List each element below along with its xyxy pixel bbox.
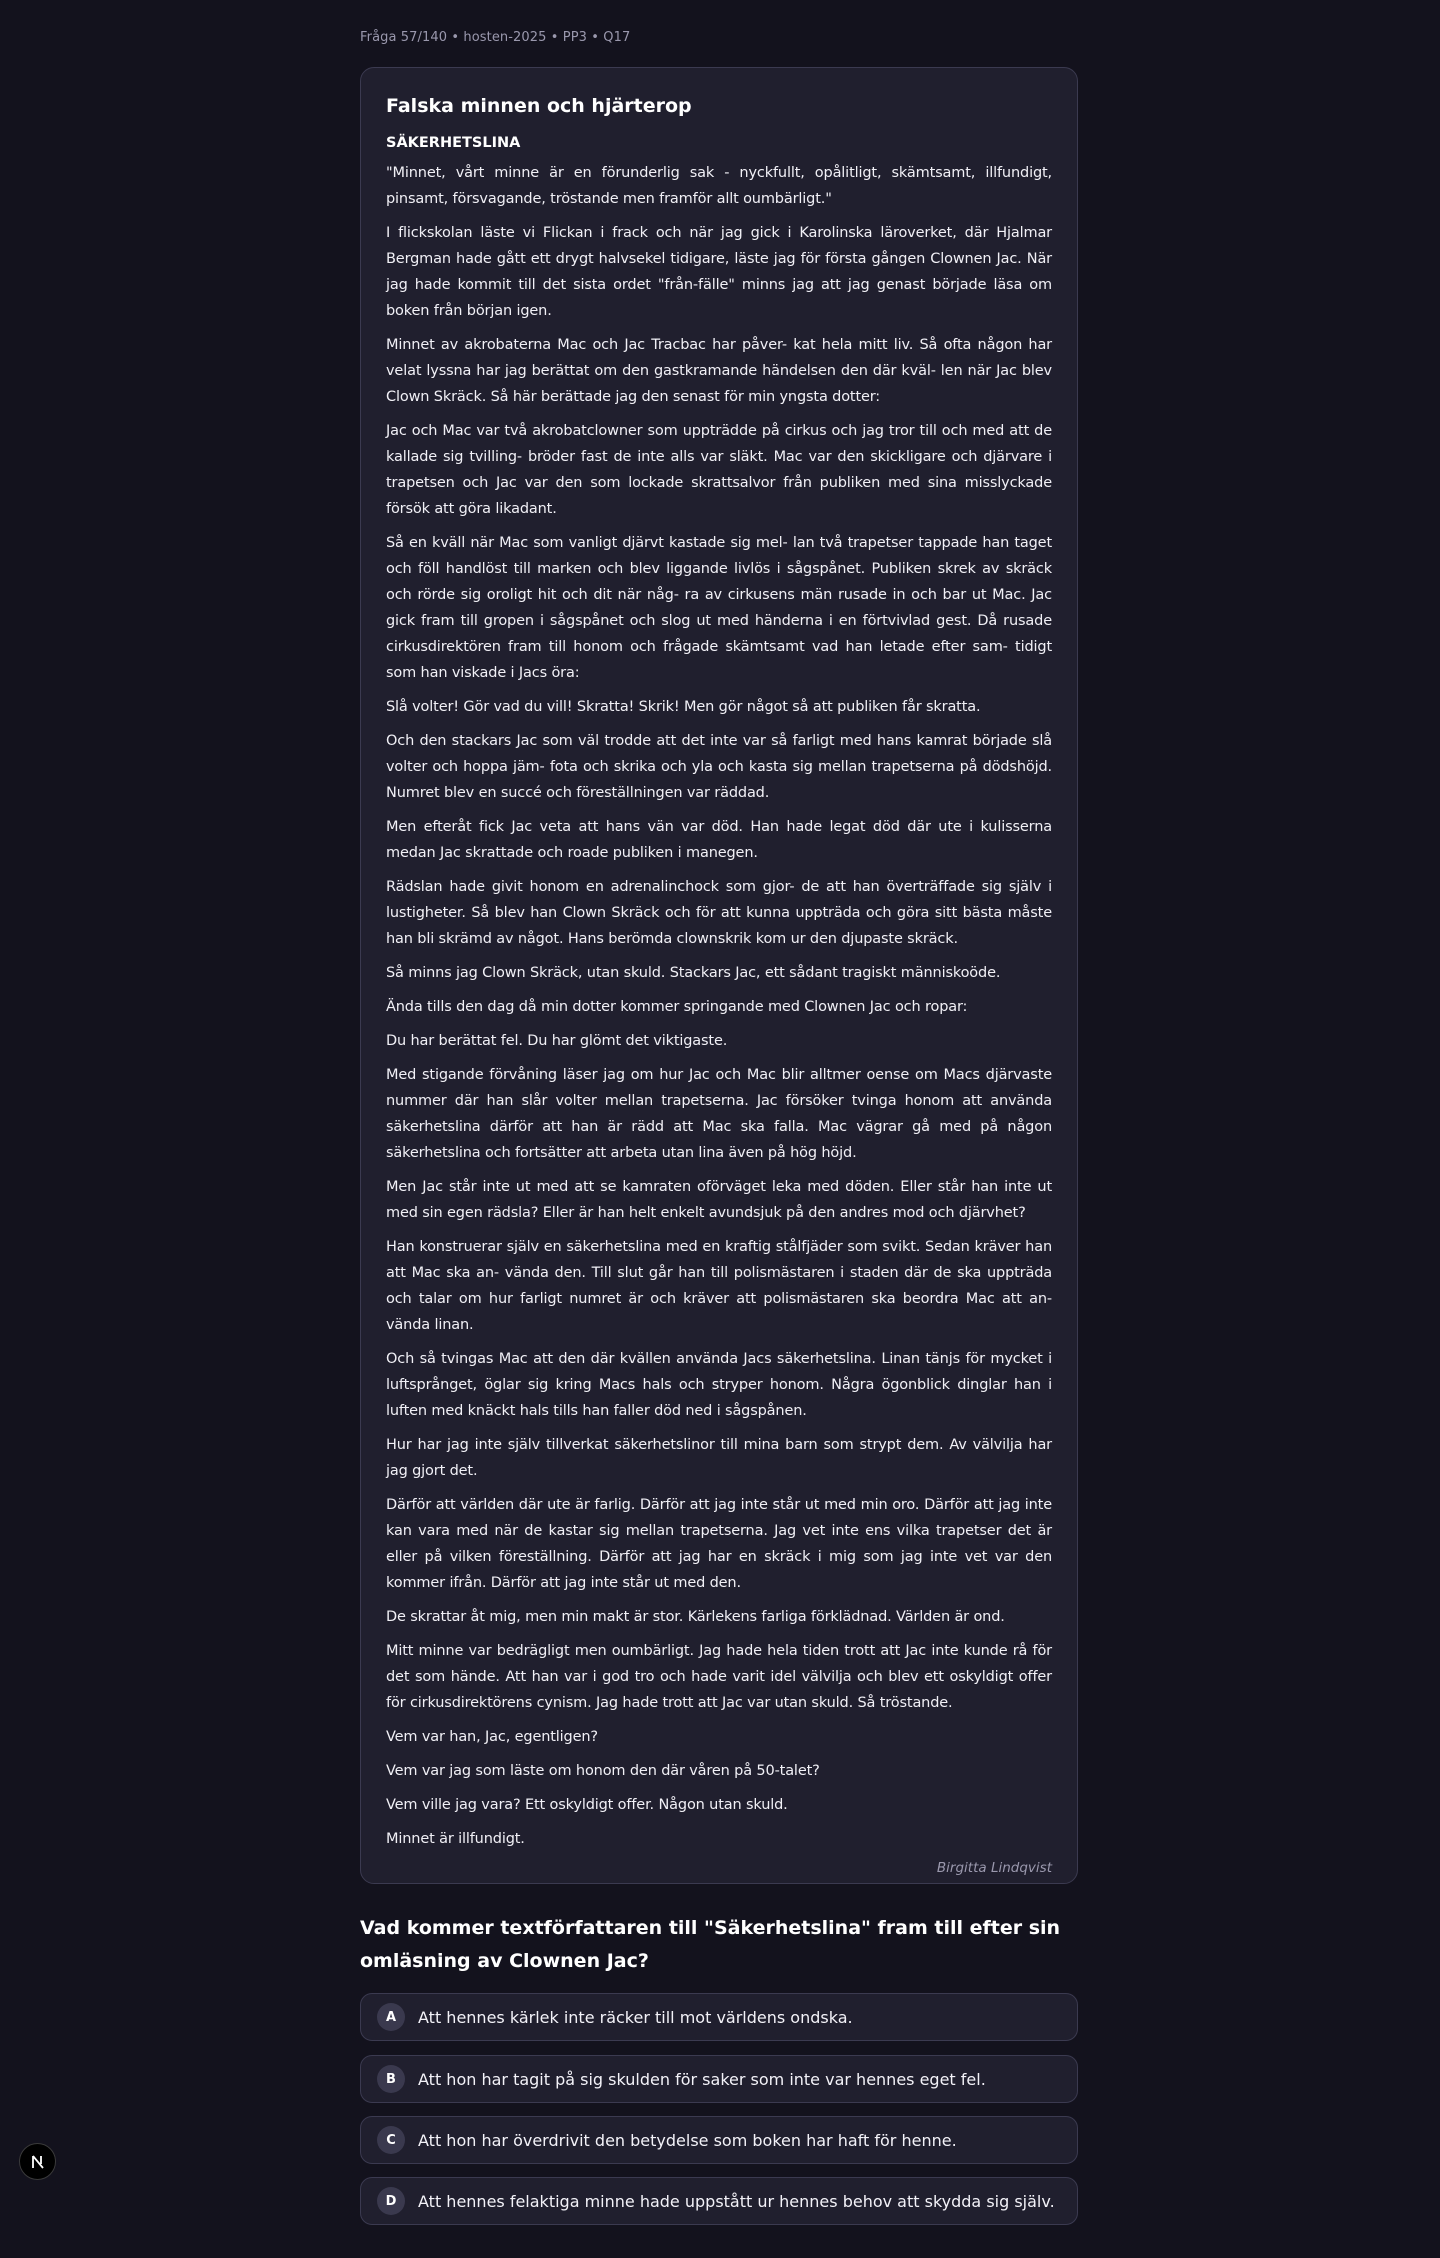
question-meta: Fråga 57/140 • hosten-2025 • PP3 • Q17 xyxy=(360,30,631,45)
article-paragraph: Med stigande förvåning läser jag om hur Jac och Mac blir alltmer oense om Macs djärvaste nummer där han slår volter mellan trapetserna. Jac försöker tvinga honom att använda säkerhetslina därför att han är rädd att Mac ska falla. Mac vägrar gå med på någon säkerhetslina och fortsätter att arbeta utan lina även på hög höjd. xyxy=(386,1067,1052,1161)
option-b[interactable] xyxy=(360,2055,1078,2103)
article-paragraph: Rädslan hade givit honom en adrenalinchock som gjor- de att han överträffade sig själv i lustigheter. Så blev han Clown Skräck och för att kunna uppträda och göra sitt bästa måste han bli skrämd av något. Hans berömda clownskrik kom ur den djupaste skräck. xyxy=(386,879,1052,947)
article-paragraph: Därför att världen där ute är farlig. Därför att jag inte står ut med min oro. Därför att jag inte kan vara med när de kastar sig mellan trapetserna. Jag vet inte ens vilka trapetser det är eller på vilken föreställning. Därför att jag har en skräck i mig som jag inte vet var den kommer ifrån. Därför att jag inte står ut med den. xyxy=(386,1497,1052,1591)
article-paragraph: Du har berättat fel. Du har glömt det viktigaste. xyxy=(386,1033,728,1049)
article-title: Falska minnen och hjärterop xyxy=(386,95,692,117)
next-logo-icon xyxy=(30,2154,46,2170)
article-paragraph: Mitt minne var bedrägligt men oumbärligt. Jag hade hela tiden trott att Jac inte kunde rå för det som hände. Att han var i god tro och hade varit idel välvilja och blev ett oskyldigt offer för cirkusdirektörens cynism. Jag hade trott att Jac var utan skuld. Så tröstande. xyxy=(386,1643,1052,1711)
option-d[interactable] xyxy=(360,2177,1078,2225)
article-paragraph: Jac och Mac var två akrobatclowner som uppträdde på cirkus och jag tror till och med att de kallade sig tvilling- bröder fast de inte alls var släkt. Mac var den skickligare och djärvare i trapetsen och Jac var den som lockade skrattsalvor från publiken med sina misslyckade försök att göra likadant. xyxy=(386,423,1052,517)
article-paragraph: Minnet av akrobaterna Mac och Jac Tracbac har påver- kat hela mitt liv. Så ofta någon har velat lyssna har jag berättat om den gastkramande händelsen den där kväl- len när Jac blev Clown Skräck. Så här berättade jag den senast för min yngsta dotter: xyxy=(386,337,1052,405)
article-paragraph: Slå volter! Gör vad du vill! Skratta! Skrik! Men gör något så att publiken får skratta. xyxy=(386,699,981,715)
option-letter: A xyxy=(377,2003,405,2031)
article-paragraph: Så minns jag Clown Skräck, utan skuld. Stackars Jac, ett sådant tragiskt människoöde. xyxy=(386,965,1001,981)
article-body xyxy=(386,160,1052,1852)
question-text: Vad kommer textförfattaren till "Säkerhetslina" fram till efter sin omläsning av Clownen Jac? xyxy=(360,1917,1061,1972)
article-paragraph: Vem var jag som läste om honom den där våren på 50-talet? xyxy=(386,1763,820,1779)
article-card xyxy=(360,67,1078,1884)
article-paragraph: Men efteråt fick Jac veta att hans vän var död. Han hade legat död där ute i kulisserna medan Jac skrattade och roade publiken i manegen. xyxy=(386,819,1052,861)
article-paragraph: Och så tvingas Mac att den där kvällen använda Jacs säkerhetslina. Linan tänjs för mycket i luftsprånget, öglar sig kring Macs hals och stryper honom. Några ögonblick dinglar han i luften med knäckt hals tills han faller död ned i sågspånen. xyxy=(386,1351,1052,1419)
article-paragraph: Hur har jag inte själv tillverkat säkerhetslinor till mina barn som strypt dem. Av välvilja har jag gjort det. xyxy=(386,1437,1052,1479)
option-letter: B xyxy=(377,2065,405,2093)
article-paragraph: Ända tills den dag då min dotter kommer springande med Clownen Jac och ropar: xyxy=(386,999,968,1015)
article-paragraph: Han konstruerar själv en säkerhetslina med en kraftig stålfjäder som svikt. Sedan kräver han att Mac ska an- vända den. Till slut går han till polismästaren i staden där de ska uppträda och talar om hur farligt numret är och kräver att polismästaren ska beordra Mac att an- vända linan. xyxy=(386,1239,1052,1333)
option-c[interactable] xyxy=(360,2116,1078,2164)
article-paragraph: Så en kväll när Mac som vanligt djärvt kastade sig mel- lan två trapetser tappade han taget och föll handlöst till marken och blev liggande livlös i sågspånet. Publiken skrek av skräck och rörde sig oroligt hit och dit när någ- ra av cirkusens män rusade in och bar ut Mac. Jac gick fram till gropen i sågspånet och slog ut med händerna i en förtvivlad gest. Då rusade cirkusdirektören fram till honom och frågade skämtsamt vad han letade efter sam- tidigt som han viskade i Jacs öra: xyxy=(386,535,1052,681)
article-paragraph: Vem ville jag vara? Ett oskyldigt offer. Någon utan skuld. xyxy=(386,1797,788,1813)
article-paragraph: Men Jac står inte ut med att se kamraten oförväget leka med döden. Eller står han inte ut med sin egen rädsla? Eller är han helt enkelt avundsjuk på den andres mod och djärvhet? xyxy=(386,1179,1052,1221)
option-letter: D xyxy=(377,2187,405,2215)
article-paragraph: I flickskolan läste vi Flickan i frack och när jag gick i Karolinska läroverket, där Hjalmar Bergman hade gått ett drygt halvsekel tidigare, läste jag för första gången Clownen Jac. När jag hade kommit till det sista ordet "från-fälle" minns jag att jag genast började läsa om boken från början igen. xyxy=(386,225,1052,319)
option-a[interactable] xyxy=(360,1993,1078,2041)
article-subtitle: SÄKERHETSLINA xyxy=(386,135,521,151)
option-letter: C xyxy=(377,2126,405,2154)
article-paragraph: De skrattar åt mig, men min makt är stor. Kärlekens farliga förklädnad. Världen är ond. xyxy=(386,1609,1005,1625)
option-text: Att hennes kärlek inte räcker till mot världens ondska. xyxy=(418,2007,853,2027)
next-logo-button[interactable] xyxy=(19,2143,56,2180)
option-text: Att hon har överdrivit den betydelse som boken har haft för henne. xyxy=(418,2130,957,2150)
option-text: Att hennes felaktiga minne hade uppstått ur hennes behov att skydda sig själv. xyxy=(418,2191,1055,2211)
option-text: Att hon har tagit på sig skulden för saker som inte var hennes eget fel. xyxy=(418,2069,986,2089)
article-paragraph: Minnet är illfundigt. xyxy=(386,1831,525,1847)
article-paragraph: Och den stackars Jac som väl trodde att det inte var så farligt med hans kamrat började slå volter och hoppa jäm- fota och skrika och yla och kasta sig mellan trapetserna på dödshöjd. Numret blev en succé och föreställningen var räddad. xyxy=(386,733,1052,801)
article-author: Birgitta Lindqvist xyxy=(936,1860,1052,1876)
article-paragraph: Vem var han, Jac, egentligen? xyxy=(386,1729,598,1745)
article-paragraph: "Minnet, vårt minne är en förunderlig sak - nyckfullt, opålitligt, skämtsamt, illfundigt, pinsamt, försvagande, tröstande men framför allt oumbärligt." xyxy=(386,165,1052,207)
